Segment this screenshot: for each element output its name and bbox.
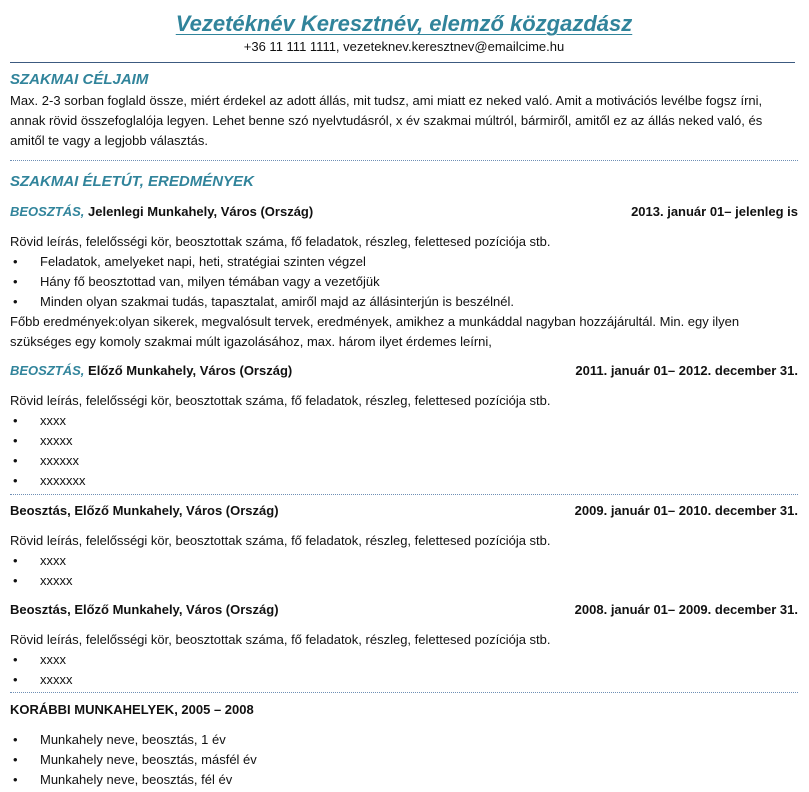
objective-section — [10, 69, 798, 151]
earlier-jobs-section — [10, 700, 798, 790]
job-entry-header — [10, 202, 798, 222]
name-title: Vezetéknév Keresztnév, elemző közgazdász — [175, 11, 633, 36]
bullet-item: • xxxxx — [10, 571, 798, 591]
bullet-item: • Minden olyan szakmai tudás, tapasztalat, amiről majd az állásinterjún is beszélnél. — [10, 292, 798, 312]
section-divider — [10, 692, 798, 693]
bullet-item: • xxxxx — [10, 670, 798, 690]
job-entry-title — [10, 600, 279, 620]
job-entry-title — [10, 202, 313, 222]
position-label: Beosztás, — [10, 503, 71, 518]
job-entry — [10, 202, 798, 352]
job-bullet-list — [10, 650, 798, 690]
job-entry-header — [10, 600, 798, 620]
job-bullet-list — [10, 252, 798, 312]
bullet-item: • Hány fő beosztottad van, milyen témában vagy a vezetőjük — [10, 272, 798, 292]
job-results: Főbb eredmények:olyan sikerek, megvalósult tervek, eredmények, amikhez a munkáddal nagyban hozzájárultál. Min. egy ilyen szükséges egy komoly szakmai múlt igazolásához, max. három ilyet érdemes leírni, — [10, 314, 740, 349]
bullet-item: • Munkahely neve, beosztás, 1 év — [10, 730, 798, 750]
job-description: Rövid leírás, felelősségi kör, beosztottak száma, fő feladatok, részleg, felettesed pozíciója stb. — [10, 234, 551, 249]
job-entry — [10, 501, 798, 591]
bullet-item: • Munkahely neve, beosztás, fél év — [10, 770, 798, 790]
section-divider — [10, 160, 798, 161]
bullet-item: • xxxxxxx — [10, 471, 798, 491]
employer-name: Előző Munkahely, Város (Ország) — [74, 602, 279, 617]
bullet-item: • Feladatok, amelyeket napi, heti, stratégiai szinten végzel — [10, 252, 798, 272]
position-label: BEOSZTÁS, — [10, 363, 85, 378]
position-label: BEOSZTÁS, — [10, 204, 85, 219]
bullet-item: • xxxxx — [10, 431, 798, 451]
earlier-jobs-list — [10, 730, 798, 790]
job-bullet-list — [10, 411, 798, 491]
job-dates: 2008. január 01– 2009. december 31. — [574, 602, 798, 617]
objective-text: Max. 2-3 sorban foglald össze, miért érdekel az adott állás, mit tudsz, ami miatt ez neked való. Amit a motivációs levélbe fogsz írni, annak rövid összefoglalója legyen. Lehet benne szó nyelvtudásról, x év szakmai múltról, bármiről, amitől ez az állás neked való, és amitől te vagy a legjobb választás. — [10, 93, 763, 148]
job-description: Rövid leírás, felelősségi kör, beosztottak száma, fő feladatok, részleg, felettesed pozíciója stb. — [10, 632, 551, 647]
job-dates: 2011. január 01– 2012. december 31. — [575, 363, 798, 378]
career-section — [10, 171, 798, 690]
job-dates: 2009. január 01– 2010. december 31. — [574, 503, 798, 518]
job-entry — [10, 361, 798, 491]
bullet-item: • xxxx — [10, 650, 798, 670]
objective-heading: SZAKMAI CÉLJAIM — [10, 71, 149, 88]
job-description: Rövid leírás, felelősségi kör, beosztottak száma, fő feladatok, részleg, felettesed pozíciója stb. — [10, 393, 551, 408]
bullet-item: • xxxxxx — [10, 451, 798, 471]
header-divider — [10, 62, 795, 63]
section-divider — [10, 494, 798, 495]
job-dates: 2013. január 01– jelenleg is — [631, 204, 798, 219]
position-label: Beosztás, — [10, 602, 71, 617]
employer-name: Jelenlegi Munkahely, Város (Ország) — [88, 204, 314, 219]
employer-name: Előző Munkahely, Város (Ország) — [88, 363, 293, 378]
job-bullet-list — [10, 551, 798, 591]
career-heading: SZAKMAI ÉLETÚT, EREDMÉNYEK — [10, 173, 254, 190]
contact-line: +36 11 111 1111, vezeteknev.keresztnev@emailcime.hu — [243, 39, 565, 54]
job-description: Rövid leírás, felelősségi kör, beosztottak száma, fő feladatok, részleg, felettesed pozíciója stb. — [10, 533, 551, 548]
job-entry-header — [10, 501, 798, 521]
bullet-item: • xxxx — [10, 551, 798, 571]
job-entry — [10, 600, 798, 690]
job-entry-title — [10, 361, 292, 381]
earlier-jobs-heading: KORÁBBI MUNKAHELYEK, 2005 – 2008 — [10, 702, 254, 717]
job-entry-header — [10, 361, 798, 381]
job-entry-title — [10, 501, 279, 521]
bullet-item: • xxxx — [10, 411, 798, 431]
bullet-item: • Munkahely neve, beosztás, másfél év — [10, 750, 798, 770]
employer-name: Előző Munkahely, Város (Ország) — [74, 503, 279, 518]
